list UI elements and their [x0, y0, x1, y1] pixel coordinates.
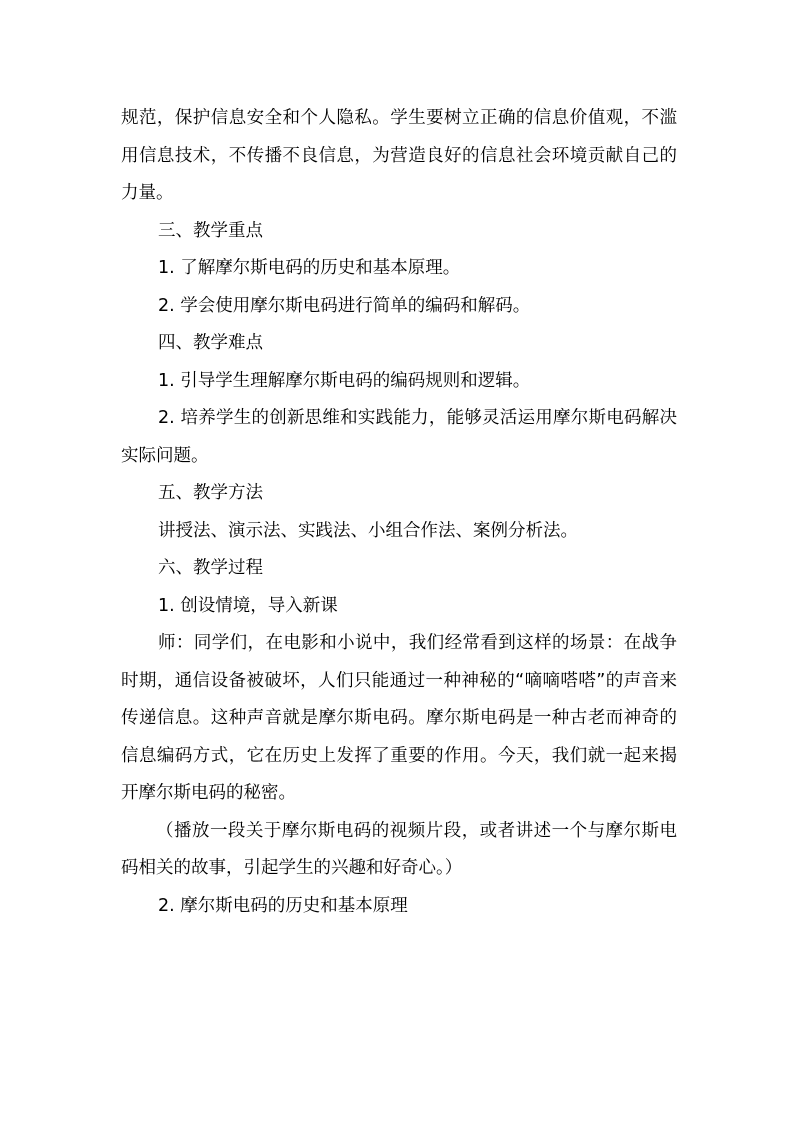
- methods-text: 讲授法、演示法、实践法、小组合作法、案例分析法。: [158, 520, 578, 541]
- focus-item-1: 1. 了解摩尔斯电码的历史和基本原理。: [158, 258, 461, 278]
- process-step-2: 2. 摩尔斯电码的历史和基本原理: [158, 895, 408, 916]
- document-body: [121, 100, 677, 925]
- heading-teaching-process: 六、教学过程: [158, 558, 263, 578]
- activity-note: （播放一段关于摩尔斯电码的视频片段，或者讲述一个与摩尔斯电码相关的故事，引起学生的兴趣和好奇心。）: [121, 820, 677, 878]
- difficulty-item-1: 1. 引导学生理解摩尔斯电码的编码规则和逻辑。: [158, 370, 531, 391]
- teacher-dialogue: 师：同学们，在电影和小说中，我们经常看到这样的场景：在战争时期，通信设备被破坏，人们只能通过一种神秘的“嘀嘀嗒嗒”的声音来传递信息。这种声音就是摩尔斯电码。摩尔斯电码是一种古老而神奇的信息编码方式，它在历史上发挥了重要的作用。今天，我们就一起来揭开摩尔斯电码的秘密。: [121, 633, 677, 803]
- paragraph-continuation: 规范，保护信息安全和个人隐私。学生要树立正确的信息价值观，不滥用信息技术，不传播不良信息，为营造良好的信息社会环境贡献自己的力量。: [121, 108, 677, 203]
- difficulty-item-2: 2. 培养学生的创新思维和实践能力，能够灵活运用摩尔斯电码解决实际问题。: [121, 408, 677, 466]
- heading-teaching-focus: 三、教学重点: [158, 220, 263, 241]
- process-step-1: 1. 创设情境，导入新课: [158, 595, 338, 616]
- focus-item-2: 2. 学会使用摩尔斯电码进行简单的编码和解码。: [158, 295, 531, 316]
- heading-teaching-methods: 五、教学方法: [158, 483, 263, 503]
- heading-teaching-difficulties: 四、教学难点: [158, 333, 263, 353]
